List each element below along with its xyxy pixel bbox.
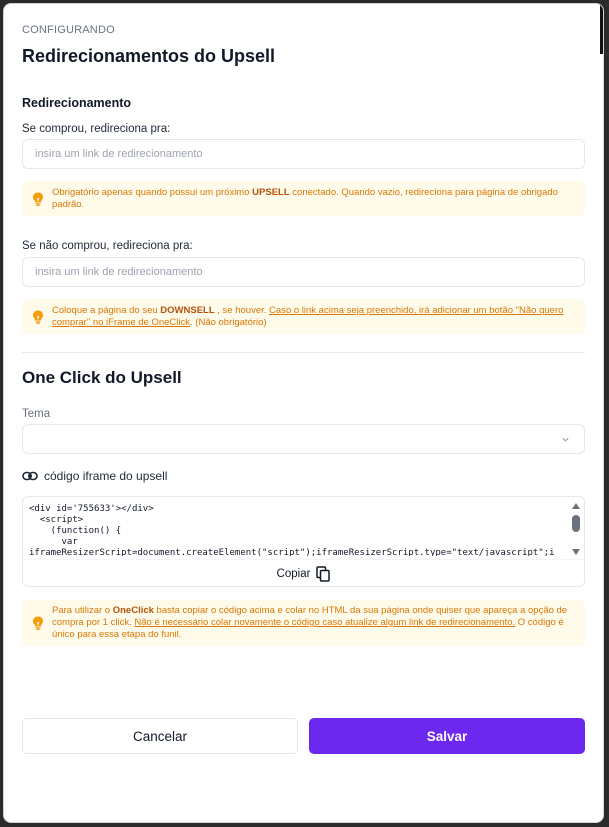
- cancel-button[interactable]: Cancelar: [22, 718, 298, 754]
- alert-text: , se houver.: [214, 305, 270, 316]
- iframe-code-text[interactable]: <div id='755633'></div> <script> (function() { var iframeResizerScript=document.createElement("script");iframeResizerScript.type="text/javascript";i: [29, 504, 555, 556]
- copy-label: Copiar: [276, 567, 311, 580]
- alert-underlined-text: Não é necessário colar novamente o código caso atualize algum link de redirecionamento.: [134, 617, 516, 628]
- alert-bold-text: UPSELL: [252, 187, 290, 198]
- section-divider: [22, 352, 585, 353]
- not-bought-redirect-alert: [22, 299, 585, 334]
- scroll-up-arrow-icon[interactable]: [572, 503, 580, 509]
- iframe-code-box[interactable]: [22, 496, 585, 587]
- upsell-redirect-modal: [3, 3, 604, 823]
- alert-text: . (Não obrigatório): [190, 317, 267, 328]
- theme-label: Tema: [22, 408, 51, 420]
- redirect-section-label: Redirecionamento: [22, 96, 132, 110]
- scroll-down-arrow-icon[interactable]: [572, 549, 580, 555]
- link-icon: [22, 471, 38, 481]
- alert-bold-text: DOWNSELL: [160, 305, 215, 316]
- lightbulb-icon: [32, 616, 44, 630]
- theme-select[interactable]: [22, 424, 585, 454]
- save-button[interactable]: Salvar: [309, 718, 585, 754]
- alert-text: basta copiar o código acima e colar no HTML da sua página onde quiser que apareça a opção de compra por 1 click.: [52, 605, 568, 628]
- alert-text: Obrigatório apenas quando possui um próximo: [52, 187, 253, 198]
- modal-kicker: CONFIGURANDO: [22, 24, 115, 36]
- alert-text: Coloque a página do seu: [52, 305, 161, 316]
- iframe-code-heading: [22, 469, 167, 483]
- window-edge: [600, 4, 603, 54]
- code-scrollbar[interactable]: [571, 501, 581, 555]
- lightbulb-icon: [32, 192, 44, 206]
- oneclick-section-title: One Click do Upsell: [22, 368, 182, 387]
- bought-redirect-input[interactable]: [22, 139, 585, 169]
- chevron-down-icon: [561, 435, 570, 444]
- modal-content: [22, 4, 585, 822]
- not-bought-redirect-input[interactable]: [22, 257, 585, 287]
- alert-text: O código é único para essa etapa do funil.: [52, 617, 564, 640]
- lightbulb-icon: [32, 310, 44, 324]
- bought-redirect-alert: [22, 181, 585, 216]
- oneclick-alert: [22, 600, 585, 646]
- alert-text: conectado. Quando vazio, redireciona para página de obrigado padrão.: [52, 187, 558, 210]
- copy-code-button[interactable]: [23, 559, 584, 587]
- scroll-thumb[interactable]: [572, 515, 580, 532]
- iframe-code-label: código iframe do upsell: [44, 469, 168, 483]
- modal-title: Redirecionamentos do Upsell: [22, 46, 276, 66]
- not-bought-redirect-label: Se não comprou, redireciona pra:: [22, 240, 193, 252]
- alert-text: Para utilizar o: [52, 605, 113, 616]
- bought-redirect-label: Se comprou, redireciona pra:: [22, 123, 171, 135]
- alert-bold-text: OneClick: [112, 605, 154, 616]
- alert-underlined-text: Caso o link acima seja preenchido, irá adicionar um botão "Não quero comprar" no iFrame de OneClick: [52, 305, 564, 328]
- copy-icon: [316, 566, 330, 582]
